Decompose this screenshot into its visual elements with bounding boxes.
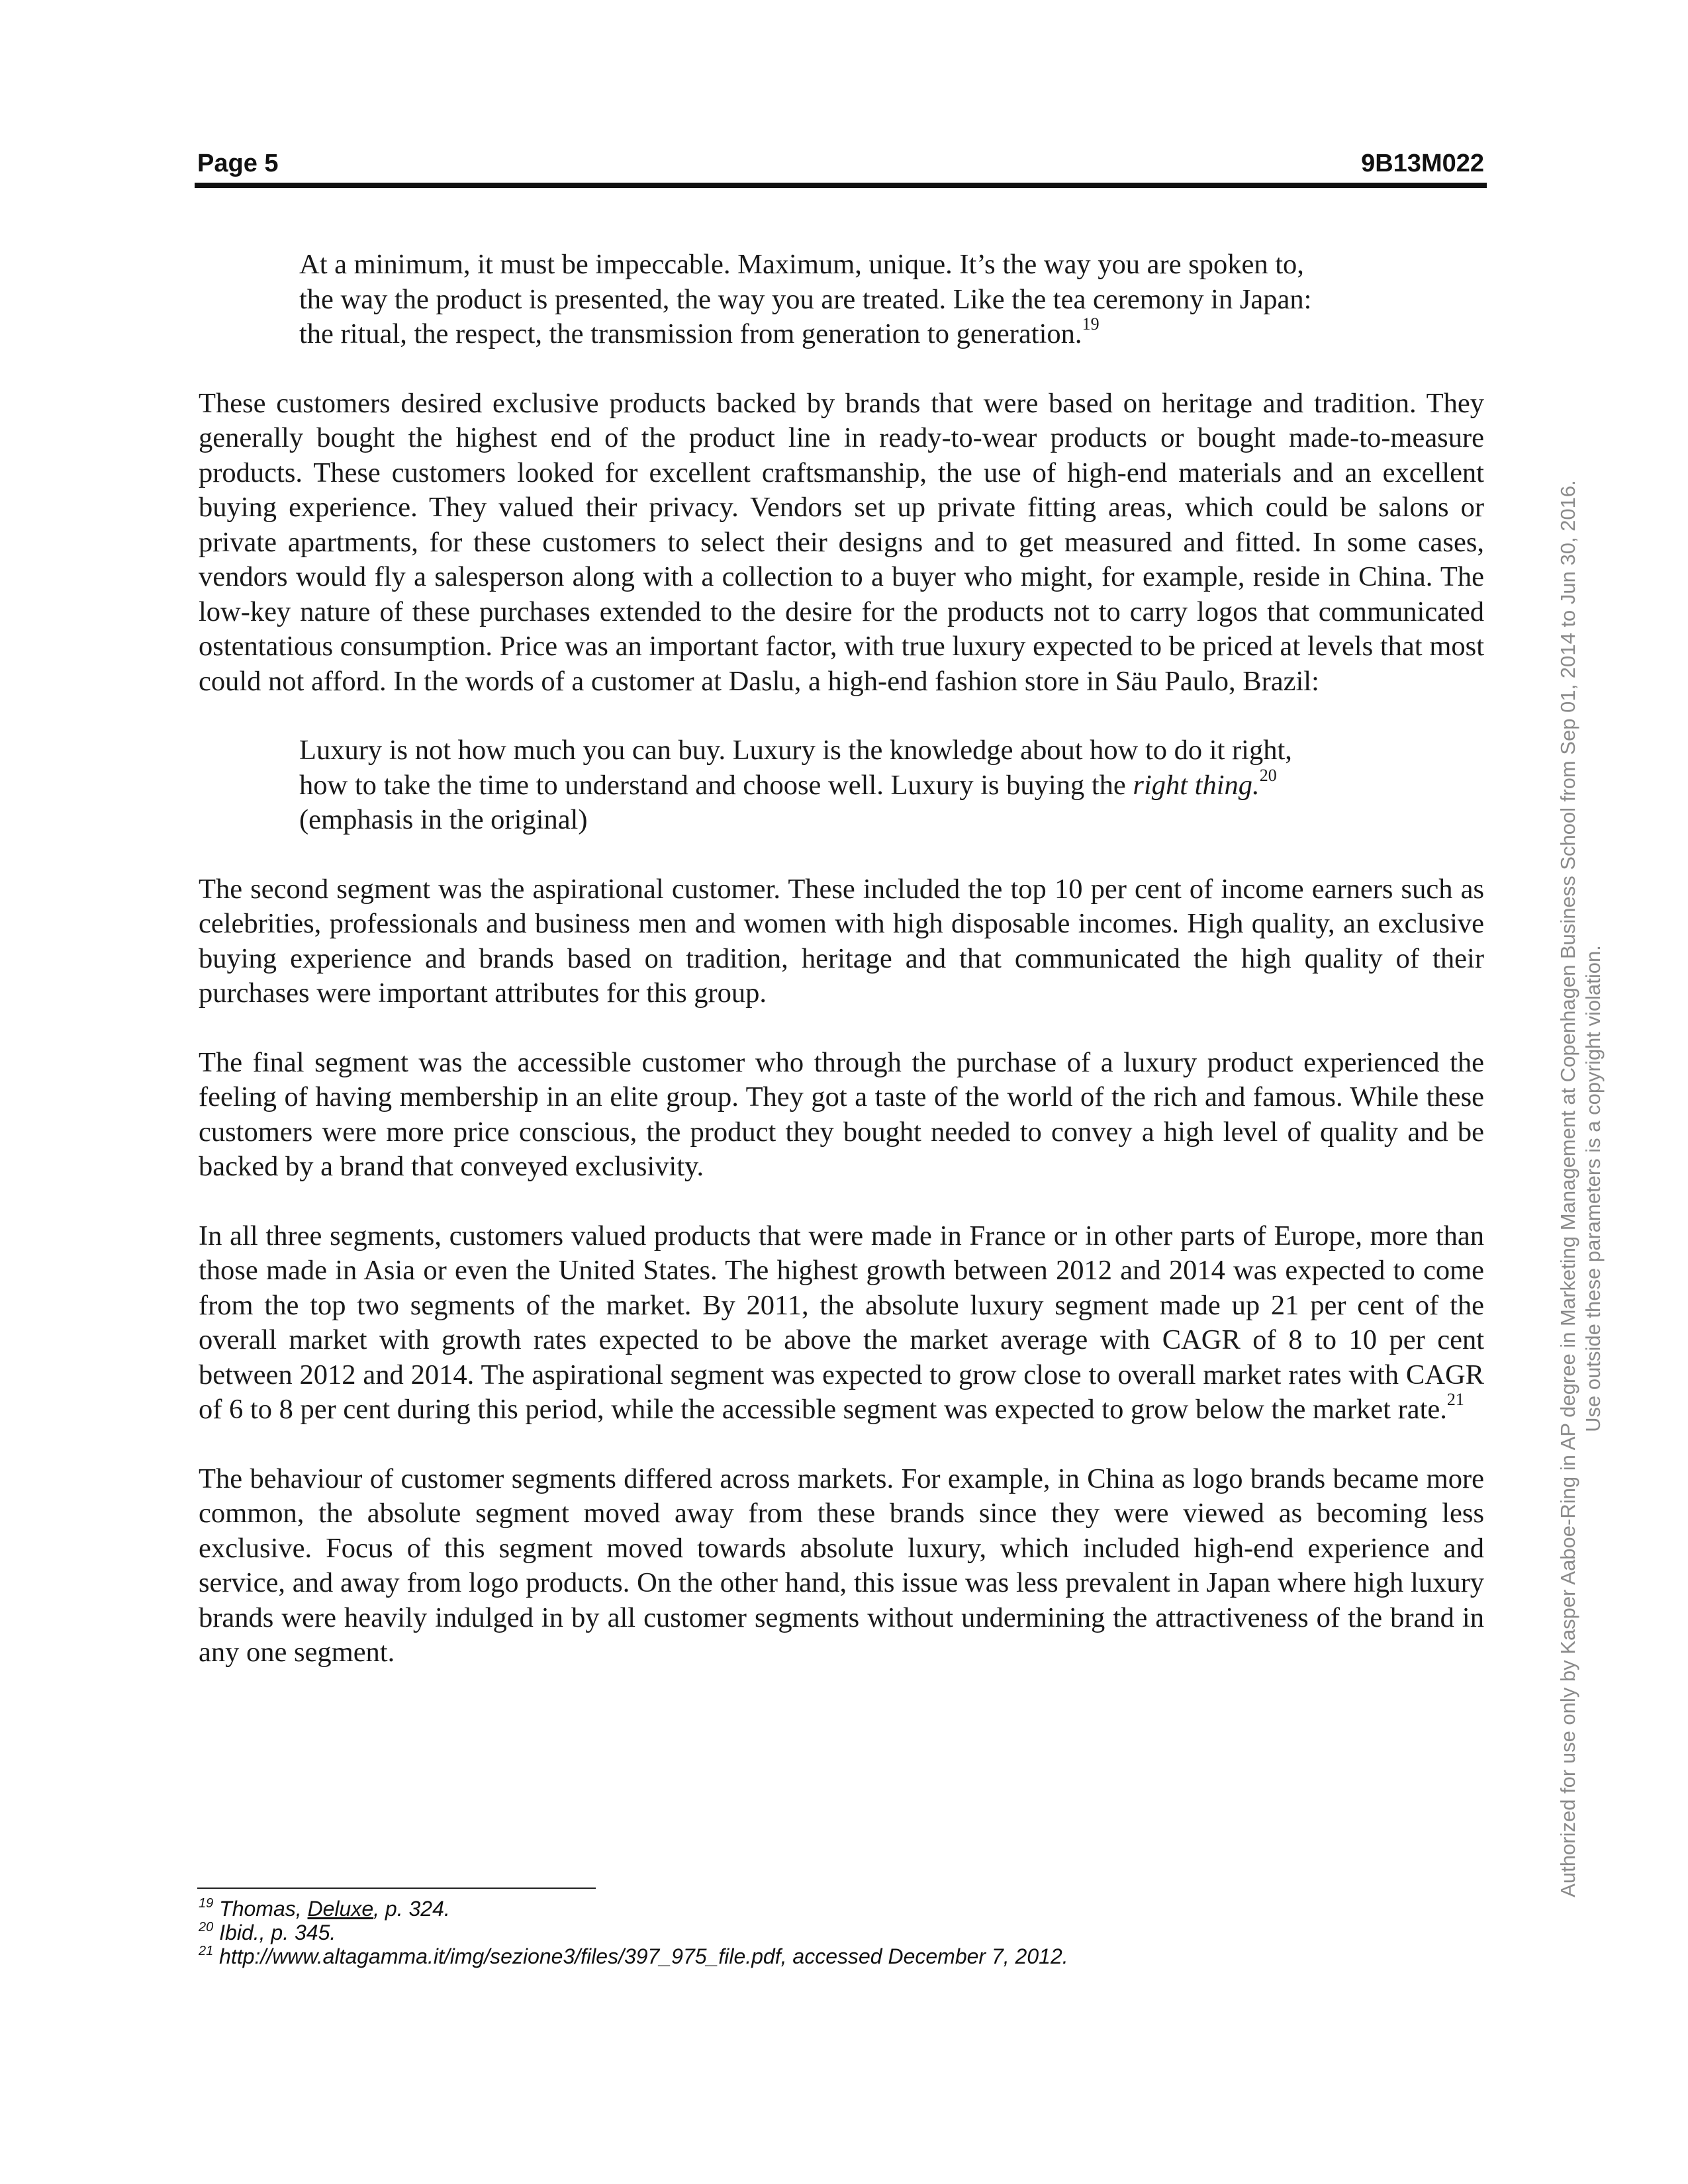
quote-line: (emphasis in the original)	[299, 804, 588, 835]
footnote-text: , p. 324.	[373, 1897, 450, 1921]
paragraph: These customers desired exclusive products backed by brands that were based on heritage and tradition. They generally bought the highest end of the product line in ready-to-wear products or bought made-to-measure products. These customers looked for excellent craftsmanship, the use of high-end materials and an excellent buying experience. They valued their privacy. Vendors set up private fitting areas, which could be salons or private apartments, for these customers to select their designs and to get measured and fitted. In some cases, vendors would fly a salesperson along with a collection to a buyer who might, for example, reside in China. The low-key nature of these purchases extended to the desire for the products not to carry logos that communicated ostentatious consumption. Price was an important factor, with true luxury expected to be priced at levels that most could not afford. In the words of a customer at Daslu, a high-end fashion store in Säu Paulo, Brazil:	[199, 387, 1484, 697]
book-title: Deluxe	[307, 1897, 374, 1921]
footnote	[199, 1944, 1456, 1968]
footnote-ref: 19	[1082, 314, 1100, 334]
footnote-number: 21	[199, 1944, 214, 1958]
paragraph: The final segment was the accessible customer who through the purchase of a luxury product experienced the feeling of having membership in an elite group. They got a taste of the world of the rich and famous. While these customers were more price conscious, the product they bought needed to convey a high level of quality and be backed by a brand that conveyed exclusivity.	[199, 1046, 1484, 1182]
footnotes	[199, 1897, 1456, 1968]
header-rule	[195, 183, 1487, 188]
quote-line: At a minimum, it must be impeccable. Maximum, unique. It’s the way you are spoken to,	[299, 249, 1304, 280]
footnote-number: 19	[199, 1896, 214, 1911]
quote-line-text: the ritual, the respect, the transmission from generation to generation.	[299, 318, 1082, 349]
quote-line: Luxury is not how much you can buy. Luxury is the knowledge about how to do it right,	[299, 735, 1292, 766]
document-code: 9B13M022	[1361, 150, 1484, 177]
footnote-rule	[197, 1888, 596, 1889]
page-number: Page 5	[197, 150, 279, 177]
block-quote-1	[299, 248, 1398, 352]
watermark-line: Authorized for use only by Kasper Aaboe-Ring in AP degree in Marketing Management at Copenhagen Business School from Sep 01, 2014 to Jun 30, 2016.	[1556, 480, 1579, 1897]
footnote	[199, 1897, 1456, 1921]
quote-line: the way the product is presented, the way you are treated. Like the tea ceremony in Japan:	[299, 283, 1312, 315]
paragraph: The second segment was the aspirational customer. These included the top 10 per cent of income earners such as celebrities, professionals and business men and women with high disposable incomes. High quality, an exclusive buying experience and brands based on tradition, heritage and that communicated the high quality of their purchases were important attributes for this group.	[199, 873, 1484, 1009]
footnote	[199, 1921, 1456, 1944]
emphasis-text: right thing.	[1133, 769, 1260, 801]
footnote-text: http://www.altagamma.it/img/sezione3/files/397_975_file.pdf, accessed December 7, 2012.	[219, 1944, 1068, 1968]
quote-line-text: how to take the time to understand and choose well. Luxury is buying the	[299, 769, 1133, 801]
footnote-number: 20	[199, 1920, 214, 1934]
body-text	[199, 248, 1484, 1705]
quote-line	[299, 765, 1398, 803]
footnote-ref: 20	[1259, 765, 1277, 785]
block-quote-2	[299, 733, 1398, 838]
footnote-text: Thomas,	[219, 1897, 308, 1921]
copyright-watermark	[1556, 394, 1609, 1983]
quote-line	[299, 314, 1398, 352]
watermark-line: Use outside these parameters is a copyright violation.	[1581, 945, 1605, 1432]
paragraph-text: In all three segments, customers valued products that were made in France or in other parts of Europe, more than those made in Asia or even the United States. The highest growth between 2012 and 2014 was expected to come from the top two segments of the market. By 2011, the absolute luxury segment made up 21 per cent of the overall market with growth rates expected to be above the market average with CAGR of 8 to 10 per cent between 2012 and 2014. The aspirational segment was expected to grow close to overall market rates with CAGR of 6 to 8 per cent during this period, while the accessible segment was expected to grow below the market rate.	[199, 1220, 1484, 1425]
footnote-text: Ibid., p. 345.	[219, 1921, 336, 1944]
paragraph: The behaviour of customer segments differed across markets. For example, in China as logo brands became more common, the absolute segment moved away from these brands since they were viewed as becoming less exclusive. Focus of this segment moved towards absolute luxury, which included high-end experience and service, and away from logo products. On the other hand, this issue was less prevalent in Japan where high luxury brands were heavily indulged in by all customer segments without undermining the attractiveness of the brand in any one segment.	[199, 1463, 1484, 1668]
footnote-ref: 21	[1446, 1390, 1464, 1409]
paragraph	[199, 1219, 1484, 1428]
